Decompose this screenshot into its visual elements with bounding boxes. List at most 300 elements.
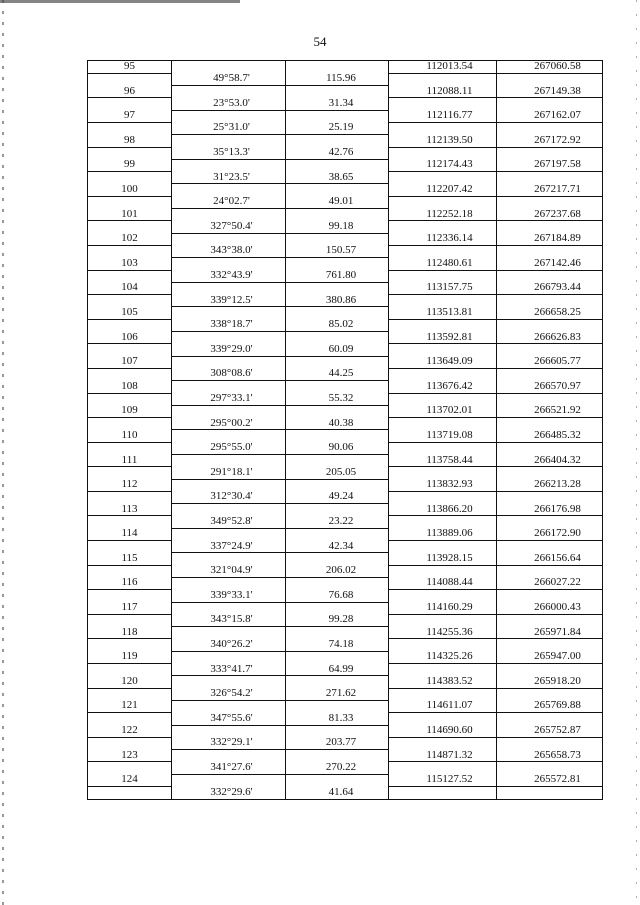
y-coordinate-cell: 266156.64 xyxy=(497,553,603,565)
point-number-cell: 96 xyxy=(88,86,172,98)
point-row xyxy=(88,504,603,516)
distance-cell: 150.57 xyxy=(286,245,389,257)
x-coordinate-cell-empty xyxy=(389,639,497,651)
y-coordinate-cell-empty xyxy=(497,664,603,676)
y-coordinate-cell-empty xyxy=(497,172,603,184)
distance-cell: 42.34 xyxy=(286,541,389,553)
bearing-cell-empty xyxy=(172,110,286,122)
point-number-cell-empty xyxy=(88,491,172,503)
point-row xyxy=(88,356,603,368)
y-coordinate-cell-empty xyxy=(497,122,603,134)
point-number-cell: 102 xyxy=(88,233,172,245)
bearing-cell: 327°50.4' xyxy=(172,221,286,233)
coordinate-table xyxy=(87,60,603,800)
bearing-cell-empty xyxy=(172,455,286,467)
distance-cell: 44.25 xyxy=(286,368,389,380)
distance-cell-empty xyxy=(286,676,389,688)
x-coordinate-cell: 112013.54 xyxy=(389,61,497,74)
point-number-cell: 110 xyxy=(88,430,172,442)
x-coordinate-cell: 115127.52 xyxy=(389,774,497,786)
x-coordinate-cell: 114611.07 xyxy=(389,700,497,712)
distance-cell-empty xyxy=(286,528,389,540)
y-coordinate-cell: 266404.32 xyxy=(497,455,603,467)
point-number-cell-empty xyxy=(88,664,172,676)
x-coordinate-cell-empty xyxy=(389,565,497,577)
point-number-cell: 103 xyxy=(88,258,172,270)
distance-cell-empty xyxy=(286,700,389,712)
distance-cell-empty xyxy=(286,86,389,98)
y-coordinate-cell-empty xyxy=(497,491,603,503)
bearing-cell: 332°29.6' xyxy=(172,787,286,800)
point-number-cell-empty xyxy=(88,147,172,159)
distance-cell-empty xyxy=(286,110,389,122)
point-number-cell: 121 xyxy=(88,700,172,712)
distance-cell: 25.19 xyxy=(286,122,389,134)
x-coordinate-cell: 112336.14 xyxy=(389,233,497,245)
segment-row xyxy=(88,147,603,159)
bearing-cell-empty xyxy=(172,553,286,565)
point-number-cell: 104 xyxy=(88,282,172,294)
y-coordinate-cell-empty xyxy=(497,639,603,651)
segment-row xyxy=(88,270,603,282)
bearing-cell: 341°27.6' xyxy=(172,762,286,774)
y-coordinate-cell: 267172.92 xyxy=(497,135,603,147)
point-number-cell-empty xyxy=(88,122,172,134)
bearing-cell-empty xyxy=(172,184,286,196)
bearing-cell-empty xyxy=(172,381,286,393)
x-coordinate-cell-empty xyxy=(389,221,497,233)
segment-row xyxy=(88,73,603,85)
y-coordinate-cell: 266521.92 xyxy=(497,405,603,417)
bearing-cell-empty xyxy=(172,504,286,516)
distance-cell-empty xyxy=(286,725,389,737)
bearing-cell: 338°18.7' xyxy=(172,319,286,331)
x-coordinate-cell: 112116.77 xyxy=(389,110,497,122)
point-number-cell-empty xyxy=(88,418,172,430)
bearing-cell: 339°29.0' xyxy=(172,344,286,356)
distance-cell: 99.28 xyxy=(286,614,389,626)
bearing-cell-empty xyxy=(172,602,286,614)
bearing-cell: 339°12.5' xyxy=(172,295,286,307)
bearing-cell-empty xyxy=(172,282,286,294)
point-number-cell-empty xyxy=(88,172,172,184)
point-number-cell-empty xyxy=(88,688,172,700)
distance-cell-empty xyxy=(286,184,389,196)
point-row xyxy=(88,479,603,491)
bearing-cell: 339°33.1' xyxy=(172,590,286,602)
point-number-cell: 122 xyxy=(88,725,172,737)
point-number-cell-empty xyxy=(88,639,172,651)
segment-row xyxy=(88,491,603,503)
y-coordinate-cell: 267060.58 xyxy=(497,61,603,74)
point-number-cell-empty xyxy=(88,221,172,233)
segment-row xyxy=(88,368,603,380)
bearing-cell: 297°33.1' xyxy=(172,393,286,405)
distance-cell: 76.68 xyxy=(286,590,389,602)
bearing-cell: 25°31.0' xyxy=(172,122,286,134)
y-coordinate-cell: 267237.68 xyxy=(497,209,603,221)
segment-row xyxy=(88,467,603,479)
point-row xyxy=(88,233,603,245)
y-coordinate-cell-empty xyxy=(497,270,603,282)
x-coordinate-cell: 113649.09 xyxy=(389,356,497,368)
x-coordinate-cell-empty xyxy=(389,541,497,553)
distance-cell-empty xyxy=(286,405,389,417)
y-coordinate-cell: 266176.98 xyxy=(497,504,603,516)
distance-cell-empty xyxy=(286,307,389,319)
distance-cell-empty xyxy=(286,233,389,245)
bearing-cell: 347°55.6' xyxy=(172,713,286,725)
y-coordinate-cell-empty xyxy=(497,614,603,626)
point-number-cell-empty xyxy=(88,442,172,454)
scan-edge-top xyxy=(0,0,240,3)
point-number-cell: 112 xyxy=(88,479,172,491)
point-number-cell-empty xyxy=(88,270,172,282)
x-coordinate-cell-empty xyxy=(389,713,497,725)
bearing-cell: 321°04.9' xyxy=(172,565,286,577)
bearing-cell-empty xyxy=(172,233,286,245)
point-number-cell-empty xyxy=(88,344,172,356)
bearing-cell-empty xyxy=(172,528,286,540)
y-coordinate-cell: 266485.32 xyxy=(497,430,603,442)
distance-cell-empty xyxy=(286,553,389,565)
point-number-cell: 97 xyxy=(88,110,172,122)
y-coordinate-cell: 267149.38 xyxy=(497,86,603,98)
segment-row xyxy=(88,565,603,577)
x-coordinate-cell-empty xyxy=(389,442,497,454)
distance-cell: 203.77 xyxy=(286,737,389,749)
point-number-cell: 113 xyxy=(88,504,172,516)
distance-cell-empty xyxy=(286,332,389,344)
distance-cell: 85.02 xyxy=(286,319,389,331)
x-coordinate-cell: 113676.42 xyxy=(389,381,497,393)
x-coordinate-cell: 114871.32 xyxy=(389,750,497,762)
bearing-cell: 332°29.1' xyxy=(172,737,286,749)
point-row xyxy=(88,627,603,639)
y-coordinate-cell-empty xyxy=(497,688,603,700)
point-number-cell-empty xyxy=(88,614,172,626)
distance-cell: 271.62 xyxy=(286,688,389,700)
y-coordinate-cell-empty xyxy=(497,368,603,380)
bearing-cell: 326°54.2' xyxy=(172,688,286,700)
distance-cell: 81.33 xyxy=(286,713,389,725)
x-coordinate-cell: 112252.18 xyxy=(389,209,497,221)
y-coordinate-cell-empty xyxy=(497,196,603,208)
x-coordinate-cell-empty xyxy=(389,270,497,282)
point-row xyxy=(88,184,603,196)
bearing-cell: 49°58.7' xyxy=(172,73,286,85)
x-coordinate-cell-empty xyxy=(389,762,497,774)
point-row xyxy=(88,381,603,393)
y-coordinate-cell: 265918.20 xyxy=(497,676,603,688)
y-coordinate-cell: 266605.77 xyxy=(497,356,603,368)
distance-cell-empty xyxy=(286,602,389,614)
distance-cell: 380.86 xyxy=(286,295,389,307)
bearing-cell: 343°15.8' xyxy=(172,614,286,626)
distance-cell: 40.38 xyxy=(286,418,389,430)
segment-row xyxy=(88,245,603,257)
point-number-cell: 118 xyxy=(88,627,172,639)
segment-row xyxy=(88,418,603,430)
point-row xyxy=(88,676,603,688)
point-row xyxy=(88,135,603,147)
y-coordinate-cell: 265658.73 xyxy=(497,750,603,762)
bearing-cell: 337°24.9' xyxy=(172,541,286,553)
bearing-cell-empty xyxy=(172,479,286,491)
point-number-cell-empty xyxy=(88,516,172,528)
y-coordinate-cell: 265572.81 xyxy=(497,774,603,786)
y-coordinate-cell: 266570.97 xyxy=(497,381,603,393)
page-number: 54 xyxy=(313,34,327,49)
segment-row xyxy=(88,295,603,307)
y-coordinate-cell-empty xyxy=(497,541,603,553)
distance-cell-empty xyxy=(286,159,389,171)
point-number-cell-empty xyxy=(88,565,172,577)
y-coordinate-cell: 267184.89 xyxy=(497,233,603,245)
bearing-cell-empty xyxy=(172,627,286,639)
y-coordinate-cell: 265947.00 xyxy=(497,651,603,663)
y-coordinate-cell-empty xyxy=(497,516,603,528)
point-row xyxy=(88,602,603,614)
point-row xyxy=(88,258,603,270)
x-coordinate-cell: 114255.36 xyxy=(389,627,497,639)
distance-cell-empty xyxy=(286,430,389,442)
point-row xyxy=(88,651,603,663)
point-number-cell: 124 xyxy=(88,774,172,786)
distance-cell-empty xyxy=(286,282,389,294)
point-row xyxy=(88,86,603,98)
point-number-cell-empty xyxy=(88,245,172,257)
point-row xyxy=(88,332,603,344)
distance-cell: 115.96 xyxy=(286,73,389,85)
segment-row xyxy=(88,516,603,528)
y-coordinate-cell-empty xyxy=(497,73,603,85)
x-coordinate-cell: 113592.81 xyxy=(389,332,497,344)
distance-cell-empty xyxy=(286,774,389,786)
bearing-cell-empty xyxy=(172,577,286,589)
segment-row xyxy=(88,196,603,208)
segment-row xyxy=(88,713,603,725)
x-coordinate-cell: 113758.44 xyxy=(389,455,497,467)
distance-cell-empty xyxy=(286,504,389,516)
bearing-cell: 31°23.5' xyxy=(172,172,286,184)
x-coordinate-cell-empty xyxy=(389,98,497,110)
x-coordinate-cell-empty xyxy=(389,319,497,331)
distance-cell-empty xyxy=(286,651,389,663)
bearing-cell-empty xyxy=(172,307,286,319)
point-row xyxy=(88,307,603,319)
bearing-cell: 23°53.0' xyxy=(172,98,286,110)
x-coordinate-cell: 113157.75 xyxy=(389,282,497,294)
point-number-cell: 101 xyxy=(88,209,172,221)
bearing-cell: 308°08.6' xyxy=(172,368,286,380)
coordinate-table-body xyxy=(88,61,603,800)
point-number-cell: 100 xyxy=(88,184,172,196)
point-number-cell-empty xyxy=(88,319,172,331)
x-coordinate-cell-empty xyxy=(389,73,497,85)
distance-cell: 761.80 xyxy=(286,270,389,282)
y-coordinate-cell-empty xyxy=(497,344,603,356)
distance-cell: 74.18 xyxy=(286,639,389,651)
point-number-cell: 99 xyxy=(88,159,172,171)
point-number-cell-empty xyxy=(88,762,172,774)
y-coordinate-cell: 266027.22 xyxy=(497,577,603,589)
distance-cell: 42.76 xyxy=(286,147,389,159)
x-coordinate-cell-empty xyxy=(389,590,497,602)
x-coordinate-cell: 113702.01 xyxy=(389,405,497,417)
point-number-cell: 106 xyxy=(88,332,172,344)
y-coordinate-cell: 266000.43 xyxy=(497,602,603,614)
point-row xyxy=(88,455,603,467)
segment-row xyxy=(88,737,603,749)
distance-cell: 41.64 xyxy=(286,787,389,800)
point-number-cell-empty xyxy=(88,368,172,380)
bearing-cell: 295°55.0' xyxy=(172,442,286,454)
point-row xyxy=(88,774,603,786)
y-coordinate-cell-empty xyxy=(497,762,603,774)
bearing-cell-empty xyxy=(172,676,286,688)
x-coordinate-cell: 112088.11 xyxy=(389,86,497,98)
bearing-cell-empty xyxy=(172,700,286,712)
bearing-cell-empty xyxy=(172,86,286,98)
x-coordinate-cell-empty xyxy=(389,491,497,503)
point-number-cell-empty xyxy=(88,590,172,602)
y-coordinate-cell: 266213.28 xyxy=(497,479,603,491)
distance-cell: 99.18 xyxy=(286,221,389,233)
x-coordinate-cell: 112480.61 xyxy=(389,258,497,270)
point-number-cell: 105 xyxy=(88,307,172,319)
segment-row xyxy=(88,762,603,774)
distance-cell-empty xyxy=(286,455,389,467)
segment-row xyxy=(88,590,603,602)
point-number-cell: 120 xyxy=(88,676,172,688)
distance-cell: 60.09 xyxy=(286,344,389,356)
x-coordinate-cell-empty xyxy=(389,172,497,184)
y-coordinate-cell: 265971.84 xyxy=(497,627,603,639)
x-coordinate-cell: 113513.81 xyxy=(389,307,497,319)
x-coordinate-cell: 113889.06 xyxy=(389,528,497,540)
bearing-cell: 349°52.8' xyxy=(172,516,286,528)
bearing-cell: 340°26.2' xyxy=(172,639,286,651)
x-coordinate-cell-empty xyxy=(389,787,497,800)
point-row xyxy=(88,282,603,294)
x-coordinate-cell-empty xyxy=(389,614,497,626)
point-number-cell: 109 xyxy=(88,405,172,417)
segment-row xyxy=(88,442,603,454)
bearing-cell-empty xyxy=(172,61,286,74)
bearing-cell-empty xyxy=(172,258,286,270)
y-coordinate-cell-empty xyxy=(497,295,603,307)
x-coordinate-cell: 114325.26 xyxy=(389,651,497,663)
scan-edge-right xyxy=(636,0,637,905)
bearing-cell: 343°38.0' xyxy=(172,245,286,257)
distance-cell-empty xyxy=(286,479,389,491)
x-coordinate-cell-empty xyxy=(389,467,497,479)
y-coordinate-cell-empty xyxy=(497,393,603,405)
x-coordinate-cell-empty xyxy=(389,295,497,307)
y-coordinate-cell-empty xyxy=(497,565,603,577)
x-coordinate-cell: 114160.29 xyxy=(389,602,497,614)
y-coordinate-cell: 267217.71 xyxy=(497,184,603,196)
distance-cell: 49.24 xyxy=(286,491,389,503)
point-row xyxy=(88,577,603,589)
bearing-cell-empty xyxy=(172,405,286,417)
bearing-cell-empty xyxy=(172,750,286,762)
bearing-cell-empty xyxy=(172,651,286,663)
segment-row xyxy=(88,98,603,110)
distance-cell-empty xyxy=(286,750,389,762)
distance-cell-empty xyxy=(286,258,389,270)
point-number-cell-empty xyxy=(88,713,172,725)
y-coordinate-cell: 265752.87 xyxy=(497,725,603,737)
distance-cell: 206.02 xyxy=(286,565,389,577)
scan-edge-left xyxy=(2,0,4,905)
segment-row xyxy=(88,393,603,405)
distance-cell-empty xyxy=(286,135,389,147)
x-coordinate-cell-empty xyxy=(389,516,497,528)
x-coordinate-cell-empty xyxy=(389,688,497,700)
bearing-cell: 295°00.2' xyxy=(172,418,286,430)
y-coordinate-cell-empty xyxy=(497,245,603,257)
segment-row xyxy=(88,319,603,331)
y-coordinate-cell-empty xyxy=(497,418,603,430)
bearing-cell-empty xyxy=(172,159,286,171)
x-coordinate-cell: 112207.42 xyxy=(389,184,497,196)
distance-cell-empty xyxy=(286,381,389,393)
point-number-cell: 115 xyxy=(88,553,172,565)
point-row xyxy=(88,110,603,122)
y-coordinate-cell-empty xyxy=(497,221,603,233)
distance-cell-empty xyxy=(286,577,389,589)
distance-cell-empty xyxy=(286,209,389,221)
distance-cell: 90.06 xyxy=(286,442,389,454)
y-coordinate-cell: 266626.83 xyxy=(497,332,603,344)
segment-row xyxy=(88,172,603,184)
x-coordinate-cell: 113866.20 xyxy=(389,504,497,516)
point-row xyxy=(88,553,603,565)
distance-cell: 270.22 xyxy=(286,762,389,774)
segment-row xyxy=(88,664,603,676)
x-coordinate-cell: 113832.93 xyxy=(389,479,497,491)
bearing-cell-empty xyxy=(172,332,286,344)
bearing-cell: 291°18.1' xyxy=(172,467,286,479)
x-coordinate-cell: 112174.43 xyxy=(389,159,497,171)
distance-cell-empty xyxy=(286,61,389,74)
point-row xyxy=(88,430,603,442)
y-coordinate-cell: 266658.25 xyxy=(497,307,603,319)
point-number-cell-empty xyxy=(88,393,172,405)
x-coordinate-cell: 113719.08 xyxy=(389,430,497,442)
distance-cell: 64.99 xyxy=(286,664,389,676)
distance-cell: 38.65 xyxy=(286,172,389,184)
x-coordinate-cell-empty xyxy=(389,418,497,430)
segment-row xyxy=(88,344,603,356)
point-number-cell: 95 xyxy=(88,61,172,74)
y-coordinate-cell-empty xyxy=(497,319,603,331)
segment-row xyxy=(88,639,603,651)
x-coordinate-cell-empty xyxy=(389,245,497,257)
bearing-cell: 332°43.9' xyxy=(172,270,286,282)
point-number-cell-empty xyxy=(88,787,172,800)
point-number-cell: 98 xyxy=(88,135,172,147)
bearing-cell-empty xyxy=(172,774,286,786)
x-coordinate-cell-empty xyxy=(389,368,497,380)
bearing-cell-empty xyxy=(172,725,286,737)
y-coordinate-cell: 266172.90 xyxy=(497,528,603,540)
point-row xyxy=(88,405,603,417)
point-number-cell: 108 xyxy=(88,381,172,393)
x-coordinate-cell-empty xyxy=(389,393,497,405)
